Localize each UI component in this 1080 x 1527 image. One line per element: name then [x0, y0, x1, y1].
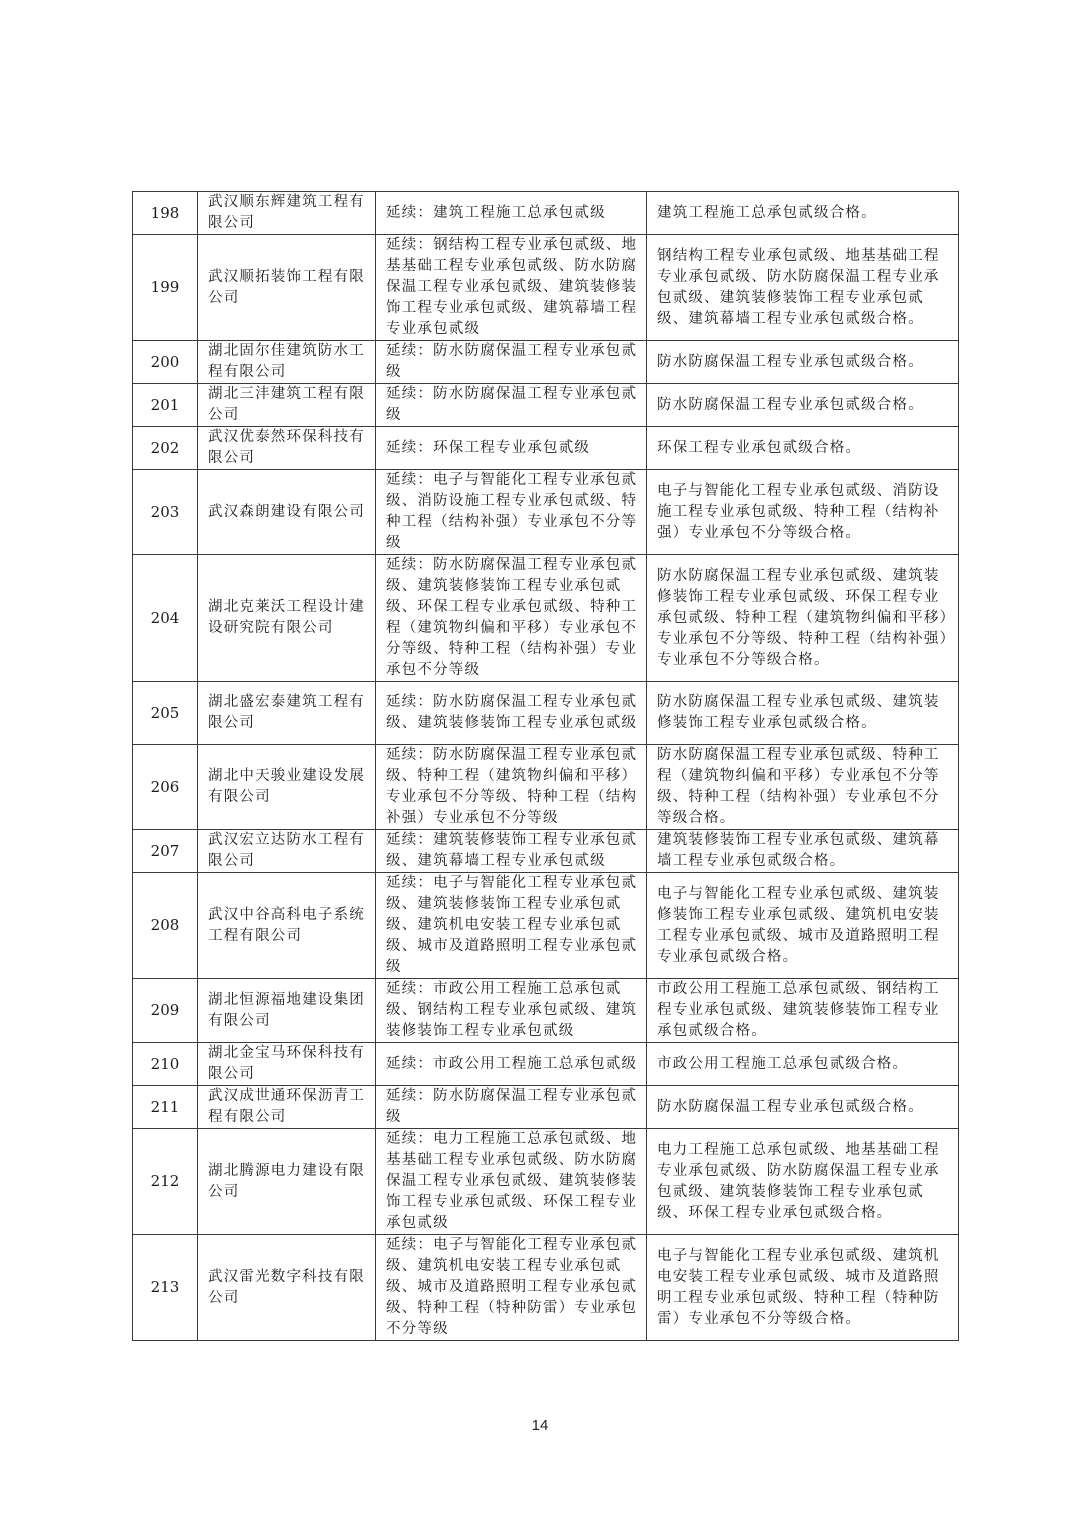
- applied-qualification: 延续：建筑工程施工总承包贰级: [376, 192, 647, 235]
- review-result: 电子与智能化工程专业承包贰级、建筑机电安装工程专业承包贰级、城市及道路照明工程专业承包贰级、特种工程（特种防雷）专业承包不分等级合格。: [647, 1235, 959, 1341]
- review-result: 建筑装修装饰工程专业承包贰级、建筑幕墙工程专业承包贰级合格。: [647, 830, 959, 873]
- company-name: 武汉成世通环保沥青工程有限公司: [198, 1086, 376, 1129]
- applied-qualification: 延续：市政公用工程施工总承包贰级: [376, 1043, 647, 1086]
- company-name: 湖北中天骏业建设发展有限公司: [198, 745, 376, 830]
- applied-qualification: 延续：防水防腐保温工程专业承包贰级: [376, 341, 647, 384]
- company-name: 武汉中谷高科电子系统工程有限公司: [198, 873, 376, 979]
- review-result: 电子与智能化工程专业承包贰级、消防设施工程专业承包贰级、特种工程（结构补强）专业承包不分等级合格。: [647, 470, 959, 555]
- table-row: [133, 1043, 959, 1086]
- review-result: 市政公用工程施工总承包贰级、钢结构工程专业承包贰级、建筑装修装饰工程专业承包贰级合格。: [647, 979, 959, 1043]
- review-result: 防水防腐保温工程专业承包贰级合格。: [647, 384, 959, 427]
- table-row: [133, 470, 959, 555]
- table-row: [133, 384, 959, 427]
- applied-qualification: 延续：环保工程专业承包贰级: [376, 427, 647, 470]
- row-number: 204: [133, 555, 198, 682]
- applied-qualification: 延续：电力工程施工总承包贰级、地基基础工程专业承包贰级、防水防腐保温工程专业承包贰级、建筑装修装饰工程专业承包贰级、环保工程专业承包贰级: [376, 1129, 647, 1235]
- applied-qualification: 延续：防水防腐保温工程专业承包贰级、建筑装修装饰工程专业承包贰级: [376, 682, 647, 745]
- row-number: 212: [133, 1129, 198, 1235]
- applied-qualification: 延续：电子与智能化工程专业承包贰级、建筑装修装饰工程专业承包贰级、建筑机电安装工程专业承包贰级、城市及道路照明工程专业承包贰级: [376, 873, 647, 979]
- review-result: 防水防腐保温工程专业承包贰级、建筑装修装饰工程专业承包贰级合格。: [647, 682, 959, 745]
- table-row: [133, 427, 959, 470]
- company-name: 湖北恒源福地建设集团有限公司: [198, 979, 376, 1043]
- table-row: [133, 830, 959, 873]
- table-row: [133, 745, 959, 830]
- company-name: 武汉宏立达防水工程有限公司: [198, 830, 376, 873]
- row-number: 211: [133, 1086, 198, 1129]
- applied-qualification: 延续：电子与智能化工程专业承包贰级、建筑机电安装工程专业承包贰级、城市及道路照明工程专业承包贰级、特种工程（特种防雷）专业承包不分等级: [376, 1235, 647, 1341]
- review-result: 防水防腐保温工程专业承包贰级、建筑装修装饰工程专业承包贰级、环保工程专业承包贰级、特种工程（建筑物纠偏和平移）专业承包不分等级、特种工程（结构补强）专业承包不分等级合格。: [647, 555, 959, 682]
- table-row: [133, 979, 959, 1043]
- review-result: 防水防腐保温工程专业承包贰级、特种工程（建筑物纠偏和平移）专业承包不分等级、特种工程（结构补强）专业承包不分等级合格。: [647, 745, 959, 830]
- review-result: 防水防腐保温工程专业承包贰级合格。: [647, 1086, 959, 1129]
- applied-qualification: 延续：防水防腐保温工程专业承包贰级、特种工程（建筑物纠偏和平移）专业承包不分等级、特种工程（结构补强）专业承包不分等级: [376, 745, 647, 830]
- row-number: 208: [133, 873, 198, 979]
- table-body: [133, 192, 959, 1341]
- row-number: 209: [133, 979, 198, 1043]
- applied-qualification: 延续：电子与智能化工程专业承包贰级、消防设施工程专业承包贰级、特种工程（结构补强）专业承包不分等级: [376, 470, 647, 555]
- table-row: [133, 555, 959, 682]
- review-result: 电子与智能化工程专业承包贰级、建筑装修装饰工程专业承包贰级、建筑机电安装工程专业承包贰级、城市及道路照明工程专业承包贰级合格。: [647, 873, 959, 979]
- row-number: 198: [133, 192, 198, 235]
- company-name: 武汉顺东辉建筑工程有限公司: [198, 192, 376, 235]
- applied-qualification: 延续：防水防腐保温工程专业承包贰级、建筑装修装饰工程专业承包贰级、环保工程专业承包贰级、特种工程（建筑物纠偏和平移）专业承包不分等级、特种工程（结构补强）专业承包不分等级: [376, 555, 647, 682]
- review-result: 环保工程专业承包贰级合格。: [647, 427, 959, 470]
- review-result: 市政公用工程施工总承包贰级合格。: [647, 1043, 959, 1086]
- row-number: 199: [133, 235, 198, 341]
- table-row: [133, 682, 959, 745]
- row-number: 207: [133, 830, 198, 873]
- company-name: 湖北腾源电力建设有限公司: [198, 1129, 376, 1235]
- company-name: 武汉优泰然环保科技有限公司: [198, 427, 376, 470]
- page-number: 14: [531, 1417, 549, 1434]
- company-name: 湖北三沣建筑工程有限公司: [198, 384, 376, 427]
- applied-qualification: 延续：市政公用工程施工总承包贰级、钢结构工程专业承包贰级、建筑装修装饰工程专业承包贰级: [376, 979, 647, 1043]
- table-row: [133, 192, 959, 235]
- row-number: 210: [133, 1043, 198, 1086]
- review-result: 钢结构工程专业承包贰级、地基基础工程专业承包贰级、防水防腐保温工程专业承包贰级、建筑装修装饰工程专业承包贰级、建筑幕墙工程专业承包贰级合格。: [647, 235, 959, 341]
- row-number: 206: [133, 745, 198, 830]
- company-name: 湖北金宝马环保科技有限公司: [198, 1043, 376, 1086]
- company-name: 湖北固尔佳建筑防水工程有限公司: [198, 341, 376, 384]
- applied-qualification: 延续：防水防腐保温工程专业承包贰级: [376, 1086, 647, 1129]
- company-name: 湖北克莱沃工程设计建设研究院有限公司: [198, 555, 376, 682]
- company-name: 武汉雷光数字科技有限公司: [198, 1235, 376, 1341]
- row-number: 202: [133, 427, 198, 470]
- row-number: 201: [133, 384, 198, 427]
- row-number: 213: [133, 1235, 198, 1341]
- table-row: [133, 235, 959, 341]
- company-name: 武汉顺拓装饰工程有限公司: [198, 235, 376, 341]
- review-result: 防水防腐保温工程专业承包贰级合格。: [647, 341, 959, 384]
- review-result: 电力工程施工总承包贰级、地基基础工程专业承包贰级、防水防腐保温工程专业承包贰级、建筑装修装饰工程专业承包贰级、环保工程专业承包贰级合格。: [647, 1129, 959, 1235]
- applied-qualification: 延续：建筑装修装饰工程专业承包贰级、建筑幕墙工程专业承包贰级: [376, 830, 647, 873]
- table-row: [133, 1235, 959, 1341]
- applied-qualification: 延续：钢结构工程专业承包贰级、地基基础工程专业承包贰级、防水防腐保温工程专业承包贰级、建筑装修装饰工程专业承包贰级、建筑幕墙工程专业承包贰级: [376, 235, 647, 341]
- company-name: 武汉森朗建设有限公司: [198, 470, 376, 555]
- table-row: [133, 873, 959, 979]
- table-row: [133, 341, 959, 384]
- applied-qualification: 延续：防水防腐保温工程专业承包贰级: [376, 384, 647, 427]
- company-name: 湖北盛宏泰建筑工程有限公司: [198, 682, 376, 745]
- row-number: 205: [133, 682, 198, 745]
- row-number: 200: [133, 341, 198, 384]
- qualification-table: [132, 191, 959, 1341]
- table-row: [133, 1086, 959, 1129]
- table-row: [133, 1129, 959, 1235]
- review-result: 建筑工程施工总承包贰级合格。: [647, 192, 959, 235]
- row-number: 203: [133, 470, 198, 555]
